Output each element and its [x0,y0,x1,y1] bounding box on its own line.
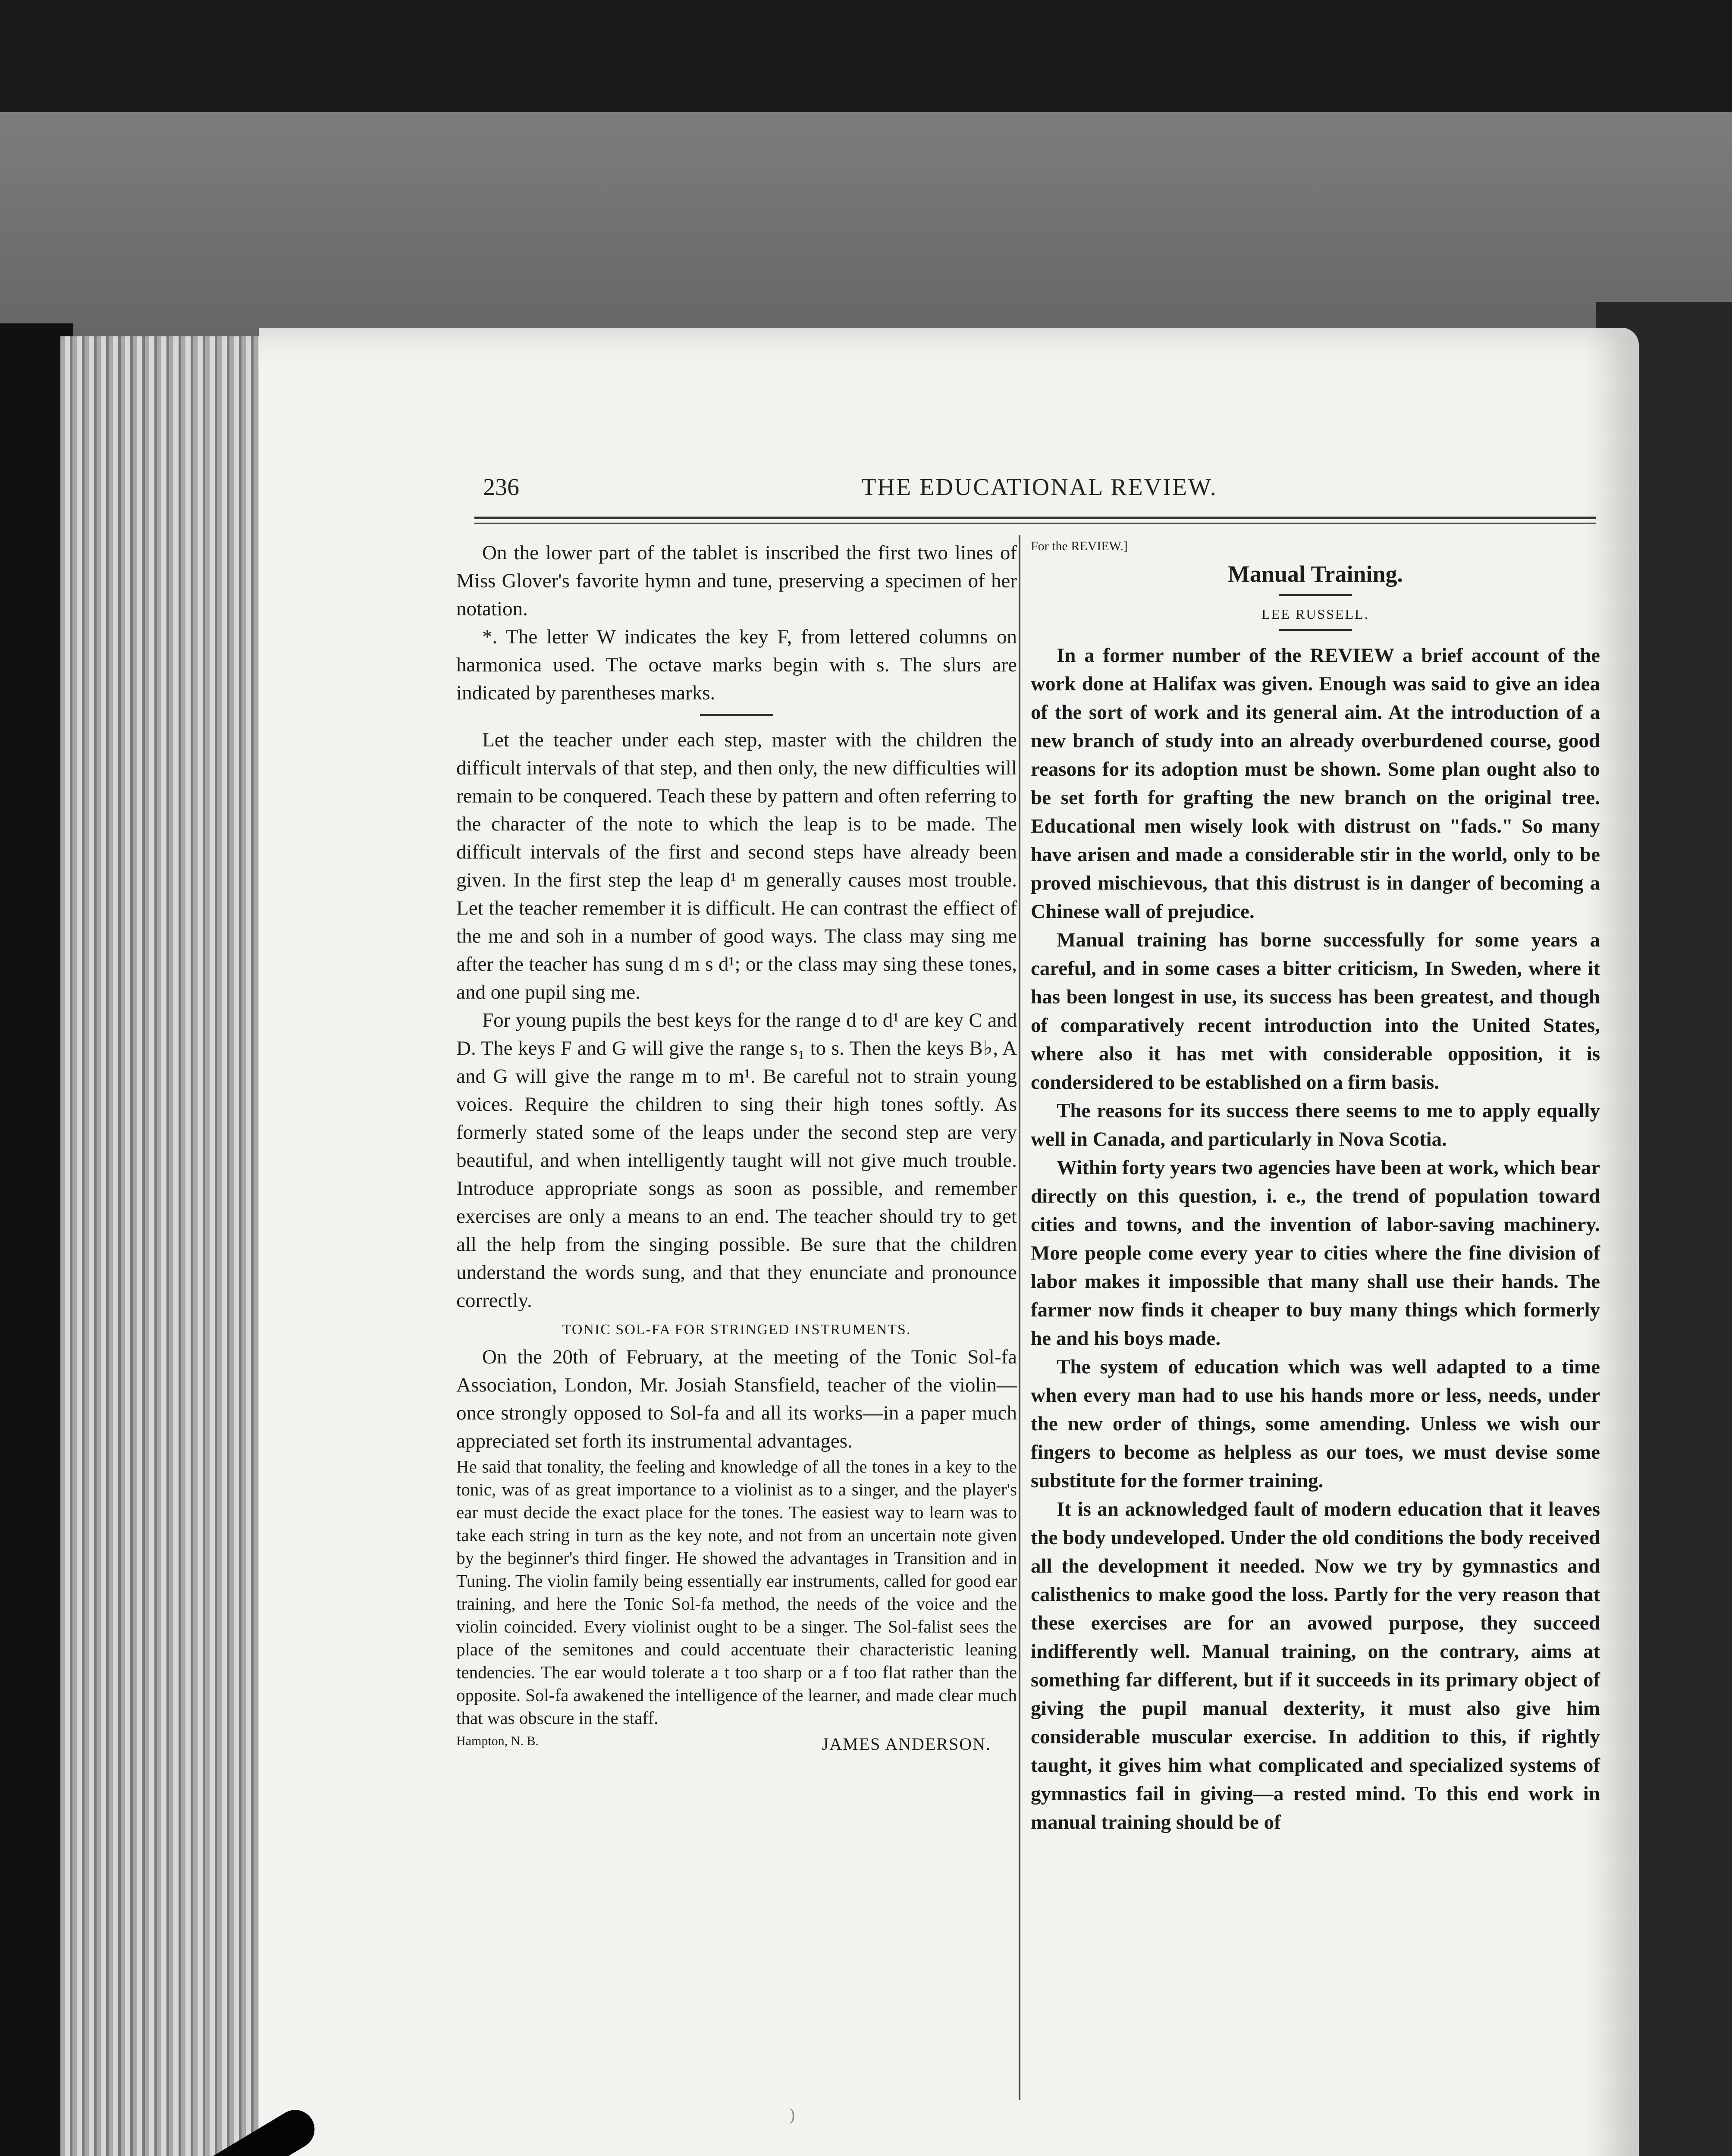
paragraph: The system of education which was well adapted to a time when every man had to use his hands more or less, needs, under the new order of things, some amending. Unless we wish our fingers to become as helpless as our toes, we must devise some substitute for the former training. [1031,1356,1600,1492]
running-title: THE EDUCATIONAL REVIEW. [861,474,1217,501]
article-author: LEE RUSSELL. [1261,606,1369,622]
page-stack-edges [60,336,276,2156]
paragraph: In a former number of the REVIEW a brief account of the work done at Halifax was given. Enough was said to give an idea of the sort of work and its general aim. At the introduction of a new branch of study into an already overburdened course, good reasons for its adoption must be shown. Some plan ought also to be set forth for grafting the new branch on the original tree. Educational men wisely look with distrust on "fads." So many have arisen and made a considerable stir in the world, only to be proved mischievous, that this distrust is in danger of becoming a Chinese wall of prejudice. [1031,644,1600,923]
page-header [483,473,1596,508]
paragraph: Manual training has borne successfully for some years a careful, and in some cases a bitter criticism, In Sweden, where it has been longest in use, its success has been greatest, and though of comparatively recent introduction into the United States, where also it has met with considerable opposition, it is condersidered to be established on a firm basis. [1031,929,1600,1094]
section-rule [700,714,773,716]
paragraph: Within forty years two agencies have been at work, which bear directly on this question, i. e., the trend of population toward cities and towns, and the invention of labor-saving machinery. More people come every year to cities where the fine division of labor makes it impossible that many shall use their hands. The farmer now finds it cheaper to buy many things which formerly he and his boys made. [1031,1156,1600,1350]
paragraph: The reasons for its success there seems to me to apply equally well in Canada, and particularly in Nova Scotia. [1031,1100,1600,1150]
article-kicker: For the REVIEW.] [1031,539,1128,553]
author-rule [1279,629,1352,631]
header-rule [474,517,1596,519]
paragraph: *. The letter W indicates the key F, from lettered columns on harmonica used. The octave marks begin with s. The slurs are indicated by parentheses marks. [456,626,1017,704]
page-number: 236 [483,474,519,501]
column-divider [1019,535,1020,2100]
paragraph: He said that tonality, the feeling and knowledge of all the tones in a key to the tonic, was of as great importance to a violinist as to a singer, and the player's ear must decide the exact place for the tones. The easiest way to learn was to take each string in turn as the key note, and not from an uncertain note given by the beginner's third finger. He showed the advantages in Transition and in Tuning. The violin family being essentially ear instruments, called for good ear training, and here the Tonic Sol-fa method, the needs of the voice and the violin coincided. Every violinist ought to be a singer. The Sol-falist sees the place of the semitones and could accentuate their characteristic leaning tendencies. The ear would tolerate a t too sharp or a f too flat rather than the opposite. Sol-fa awakened the intelligence of the learner, and made clear much that was obscure in the staff. [456,1457,1017,1728]
left-column [456,539,1017,1754]
scan-background-top [0,0,1732,112]
title-rule [1279,594,1352,596]
paragraph: Let the teacher under each step, master with the children the difficult intervals of that step, and then only, the new difficulties will remain to be conquered. Teach these by pattern and often referring to the character of the note to which the leap is to be made. The difficult intervals of the first and second steps have already been given. In the first step the leap d¹ m generally causes most trouble. Let the teacher remember it is difficult. He can contrast the effiect of the me and soh in a number of good ways. The class may sing me after the teacher has sung d m s d¹; or the class may sing these tones, and one pupil sing me. [456,729,1017,1003]
byline [456,1734,1017,1754]
paragraph: On the 20th of February, at the meeting of the Tonic Sol-fa Association, London, Mr. Josiah Stansfield, teacher of the violin—once strongly opposed to Sol-fa and all its works—in a paper much appreciated set forth its instrumental advantages. [456,1346,1017,1452]
paragraph: It is an acknowledged fault of modern education that it leaves the body undeveloped. Under the old conditions the body received all the development it needed. Now we try by gymnastics and calisthenics to make good the loss. Partly for the very reason that these exercises are for an avowed purpose, they succeed indifferently well. Manual training, on the contrary, aims at something far different, but if it succeeds in its primary object of giving the pupil manual dexterity, it must also give him considerable muscular exercise. In addition to this, if rightly taught, it gives him what complicated and specialized systems of gymnastics fail in giving—a rested mind. To this end work in manual training should be of [1031,1498,1600,1833]
byline-author: JAMES ANDERSON. [822,1734,991,1754]
article-title: Manual Training. [1227,561,1403,587]
paragraph: On the lower part of the tablet is inscribed the first two lines of Miss Glover's favorite hymn and tune, preserving a specimen of her notation. [456,542,1017,620]
header-rule-secondary [474,523,1596,524]
section-heading: TONIC SOL-FA FOR STRINGED INSTRUMENTS. [562,1322,911,1338]
right-column [1031,539,1600,1836]
paragraph: For young pupils the best keys for the range d to d¹ are key C and D. The keys F and G will give the range s₁ to s. Then the keys B♭, A and G will give the range m to m¹. Be careful not to strain young voices. Require the children to sing their high tones softly. As formerly stated some of the leaps under the second step are very beautiful, and when intelligently taught will not give much trouble. Introduce appropriate songs as soon as possible, and remember exercises are only a means to an end. The teacher should try to get all the help from the singing possible. Be sure that the children understand the words sung, and that they enunciate and pronounce correctly. [456,1009,1017,1312]
byline-place: Hampton, N. B. [456,1734,539,1748]
pencil-mark: ) [789,2105,795,2124]
